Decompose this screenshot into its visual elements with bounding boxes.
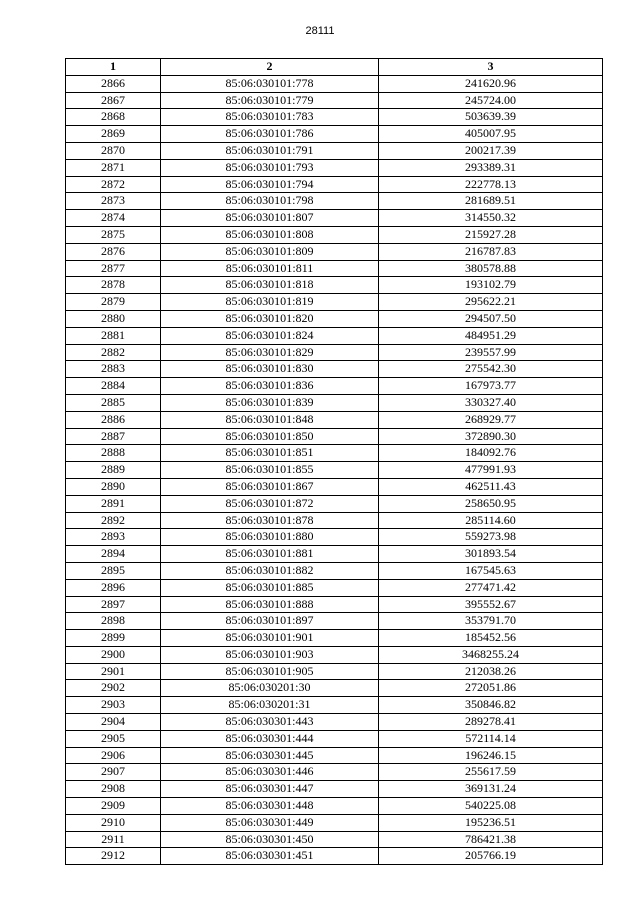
table-row	[66, 613, 603, 630]
table-row	[66, 546, 603, 563]
table-row	[66, 814, 603, 831]
row-number-cell: 2903	[66, 697, 161, 714]
value-cell: 277471.42	[379, 579, 603, 596]
cadastral-number-cell: 85:06:030101:851	[161, 445, 379, 462]
row-number-cell: 2874	[66, 210, 161, 227]
value-cell: 268929.77	[379, 411, 603, 428]
row-number-cell: 2896	[66, 579, 161, 596]
cadastral-number-cell: 85:06:030101:791	[161, 142, 379, 159]
table-row	[66, 126, 603, 143]
row-number-cell: 2879	[66, 294, 161, 311]
row-number-cell: 2907	[66, 764, 161, 781]
cadastral-number-cell: 85:06:030101:798	[161, 193, 379, 210]
row-number-cell: 2895	[66, 562, 161, 579]
table-row	[66, 714, 603, 731]
table-row	[66, 781, 603, 798]
cadastral-number-cell: 85:06:030101:778	[161, 75, 379, 92]
row-number-cell: 2871	[66, 159, 161, 176]
value-cell: 572114.14	[379, 730, 603, 747]
value-cell: 295622.21	[379, 294, 603, 311]
value-cell: 281689.51	[379, 193, 603, 210]
page-number: 28111	[305, 25, 335, 37]
row-number-cell: 2899	[66, 630, 161, 647]
value-cell: 255617.59	[379, 764, 603, 781]
cadastral-number-cell: 85:06:030101:830	[161, 361, 379, 378]
value-cell: 405007.95	[379, 126, 603, 143]
row-number-cell: 2890	[66, 478, 161, 495]
value-cell: 222778.13	[379, 176, 603, 193]
cadastral-number-cell: 85:06:030301:443	[161, 714, 379, 731]
table-row	[66, 495, 603, 512]
cadastral-number-cell: 85:06:030101:885	[161, 579, 379, 596]
value-cell: 380578.88	[379, 260, 603, 277]
row-number-cell: 2881	[66, 327, 161, 344]
value-cell: 477991.93	[379, 462, 603, 479]
row-number-cell: 2882	[66, 344, 161, 361]
value-cell: 330327.40	[379, 394, 603, 411]
value-cell: 195236.51	[379, 814, 603, 831]
table-row	[66, 848, 603, 865]
row-number-cell: 2885	[66, 394, 161, 411]
cadastral-number-cell: 85:06:030101:880	[161, 529, 379, 546]
value-cell: 167973.77	[379, 378, 603, 395]
cadastral-number-cell: 85:06:030101:881	[161, 546, 379, 563]
cadastral-number-cell: 85:06:030101:783	[161, 109, 379, 126]
cadastral-number-cell: 85:06:030101:794	[161, 176, 379, 193]
cadastral-number-cell: 85:06:030101:829	[161, 344, 379, 361]
cadastral-number-cell: 85:06:030101:888	[161, 596, 379, 613]
cadastral-number-cell: 85:06:030101:811	[161, 260, 379, 277]
table-row	[66, 344, 603, 361]
row-number-cell: 2905	[66, 730, 161, 747]
value-cell: 167545.63	[379, 562, 603, 579]
table-row	[66, 378, 603, 395]
value-cell: 241620.96	[379, 75, 603, 92]
table-row	[66, 277, 603, 294]
table-row	[66, 579, 603, 596]
row-number-cell: 2910	[66, 814, 161, 831]
row-number-cell: 2887	[66, 428, 161, 445]
table-header-row	[66, 59, 603, 76]
cadastral-number-cell: 85:06:030101:901	[161, 630, 379, 647]
cadastral-number-cell: 85:06:030101:809	[161, 243, 379, 260]
table-row	[66, 411, 603, 428]
row-number-cell: 2872	[66, 176, 161, 193]
cadastral-number-cell: 85:06:030101:839	[161, 394, 379, 411]
value-cell: 372890.30	[379, 428, 603, 445]
table-row	[66, 697, 603, 714]
row-number-cell: 2898	[66, 613, 161, 630]
value-cell: 540225.08	[379, 798, 603, 815]
cadastral-number-cell: 85:06:030101:867	[161, 478, 379, 495]
value-cell: 200217.39	[379, 142, 603, 159]
cadastral-number-cell: 85:06:030101:882	[161, 562, 379, 579]
cadastral-number-cell: 85:06:030101:850	[161, 428, 379, 445]
cadastral-number-cell: 85:06:030301:444	[161, 730, 379, 747]
table-row	[66, 747, 603, 764]
row-number-cell: 2877	[66, 260, 161, 277]
value-cell: 193102.79	[379, 277, 603, 294]
row-number-cell: 2908	[66, 781, 161, 798]
cadastral-number-cell: 85:06:030301:450	[161, 831, 379, 848]
cadastral-number-cell: 85:06:030101:903	[161, 646, 379, 663]
value-cell: 3468255.24	[379, 646, 603, 663]
table-body	[66, 75, 603, 864]
row-number-cell: 2888	[66, 445, 161, 462]
row-number-cell: 2867	[66, 92, 161, 109]
row-number-cell: 2870	[66, 142, 161, 159]
row-number-cell: 2875	[66, 226, 161, 243]
value-cell: 559273.98	[379, 529, 603, 546]
table-row	[66, 210, 603, 227]
value-cell: 301893.54	[379, 546, 603, 563]
value-cell: 212038.26	[379, 663, 603, 680]
table-row	[66, 75, 603, 92]
row-number-cell: 2889	[66, 462, 161, 479]
table-row	[66, 260, 603, 277]
table-row	[66, 562, 603, 579]
row-number-cell: 2891	[66, 495, 161, 512]
table-row	[66, 529, 603, 546]
cadastral-number-cell: 85:06:030201:30	[161, 680, 379, 697]
table-row	[66, 226, 603, 243]
value-cell: 239557.99	[379, 344, 603, 361]
cadastral-number-cell: 85:06:030101:872	[161, 495, 379, 512]
table-row	[66, 445, 603, 462]
table-row	[66, 327, 603, 344]
column-header-2: 2	[161, 59, 379, 76]
value-cell: 184092.76	[379, 445, 603, 462]
cadastral-number-cell: 85:06:030101:824	[161, 327, 379, 344]
cadastral-number-cell: 85:06:030101:897	[161, 613, 379, 630]
table-row	[66, 193, 603, 210]
cadastral-number-cell: 85:06:030101:807	[161, 210, 379, 227]
cadastral-number-cell: 85:06:030301:448	[161, 798, 379, 815]
table-row	[66, 428, 603, 445]
table-row	[66, 243, 603, 260]
table-row	[66, 680, 603, 697]
cadastral-number-cell: 85:06:030301:447	[161, 781, 379, 798]
value-cell: 294507.50	[379, 310, 603, 327]
row-number-cell: 2884	[66, 378, 161, 395]
cadastral-number-cell: 85:06:030101:786	[161, 126, 379, 143]
cadastral-number-cell: 85:06:030101:905	[161, 663, 379, 680]
cadastral-number-cell: 85:06:030101:878	[161, 512, 379, 529]
cadastral-number-cell: 85:06:030101:793	[161, 159, 379, 176]
value-cell: 185452.56	[379, 630, 603, 647]
row-number-cell: 2906	[66, 747, 161, 764]
row-number-cell: 2886	[66, 411, 161, 428]
row-number-cell: 2868	[66, 109, 161, 126]
table-row	[66, 92, 603, 109]
value-cell: 245724.00	[379, 92, 603, 109]
table-row	[66, 730, 603, 747]
cadastral-number-cell: 85:06:030301:446	[161, 764, 379, 781]
cadastral-number-cell: 85:06:030301:449	[161, 814, 379, 831]
table-row	[66, 394, 603, 411]
data-table	[65, 58, 603, 865]
cadastral-number-cell: 85:06:030201:31	[161, 697, 379, 714]
table-row	[66, 596, 603, 613]
cadastral-number-cell: 85:06:030101:818	[161, 277, 379, 294]
value-cell: 275542.30	[379, 361, 603, 378]
value-cell: 272051.86	[379, 680, 603, 697]
table-row	[66, 478, 603, 495]
value-cell: 205766.19	[379, 848, 603, 865]
value-cell: 462511.43	[379, 478, 603, 495]
value-cell: 215927.28	[379, 226, 603, 243]
row-number-cell: 2893	[66, 529, 161, 546]
value-cell: 285114.60	[379, 512, 603, 529]
table-row	[66, 361, 603, 378]
value-cell: 216787.83	[379, 243, 603, 260]
cadastral-number-cell: 85:06:030101:808	[161, 226, 379, 243]
value-cell: 395552.67	[379, 596, 603, 613]
row-number-cell: 2866	[66, 75, 161, 92]
row-number-cell: 2894	[66, 546, 161, 563]
table-row	[66, 764, 603, 781]
value-cell: 196246.15	[379, 747, 603, 764]
table-row	[66, 310, 603, 327]
row-number-cell: 2911	[66, 831, 161, 848]
table-row	[66, 663, 603, 680]
row-number-cell: 2901	[66, 663, 161, 680]
cadastral-number-cell: 85:06:030101:855	[161, 462, 379, 479]
value-cell: 289278.41	[379, 714, 603, 731]
table-row	[66, 294, 603, 311]
row-number-cell: 2878	[66, 277, 161, 294]
value-cell: 350846.82	[379, 697, 603, 714]
table-row	[66, 630, 603, 647]
value-cell: 314550.32	[379, 210, 603, 227]
value-cell: 503639.39	[379, 109, 603, 126]
row-number-cell: 2873	[66, 193, 161, 210]
row-number-cell: 2904	[66, 714, 161, 731]
table-row	[66, 159, 603, 176]
table-row	[66, 831, 603, 848]
table-row	[66, 109, 603, 126]
table-row	[66, 462, 603, 479]
table-row	[66, 176, 603, 193]
row-number-cell: 2892	[66, 512, 161, 529]
value-cell: 369131.24	[379, 781, 603, 798]
row-number-cell: 2880	[66, 310, 161, 327]
cadastral-number-cell: 85:06:030101:848	[161, 411, 379, 428]
row-number-cell: 2902	[66, 680, 161, 697]
table-row	[66, 142, 603, 159]
row-number-cell: 2883	[66, 361, 161, 378]
value-cell: 258650.95	[379, 495, 603, 512]
cadastral-number-cell: 85:06:030301:451	[161, 848, 379, 865]
value-cell: 786421.38	[379, 831, 603, 848]
table-row	[66, 646, 603, 663]
cadastral-number-cell: 85:06:030101:819	[161, 294, 379, 311]
table-row	[66, 512, 603, 529]
row-number-cell: 2912	[66, 848, 161, 865]
cadastral-number-cell: 85:06:030101:820	[161, 310, 379, 327]
row-number-cell: 2900	[66, 646, 161, 663]
value-cell: 293389.31	[379, 159, 603, 176]
row-number-cell: 2876	[66, 243, 161, 260]
table-row	[66, 798, 603, 815]
cadastral-number-cell: 85:06:030101:836	[161, 378, 379, 395]
row-number-cell: 2909	[66, 798, 161, 815]
value-cell: 353791.70	[379, 613, 603, 630]
column-header-1: 1	[66, 59, 161, 76]
cadastral-number-cell: 85:06:030101:779	[161, 92, 379, 109]
value-cell: 484951.29	[379, 327, 603, 344]
cadastral-number-cell: 85:06:030301:445	[161, 747, 379, 764]
row-number-cell: 2897	[66, 596, 161, 613]
row-number-cell: 2869	[66, 126, 161, 143]
column-header-3: 3	[379, 59, 603, 76]
